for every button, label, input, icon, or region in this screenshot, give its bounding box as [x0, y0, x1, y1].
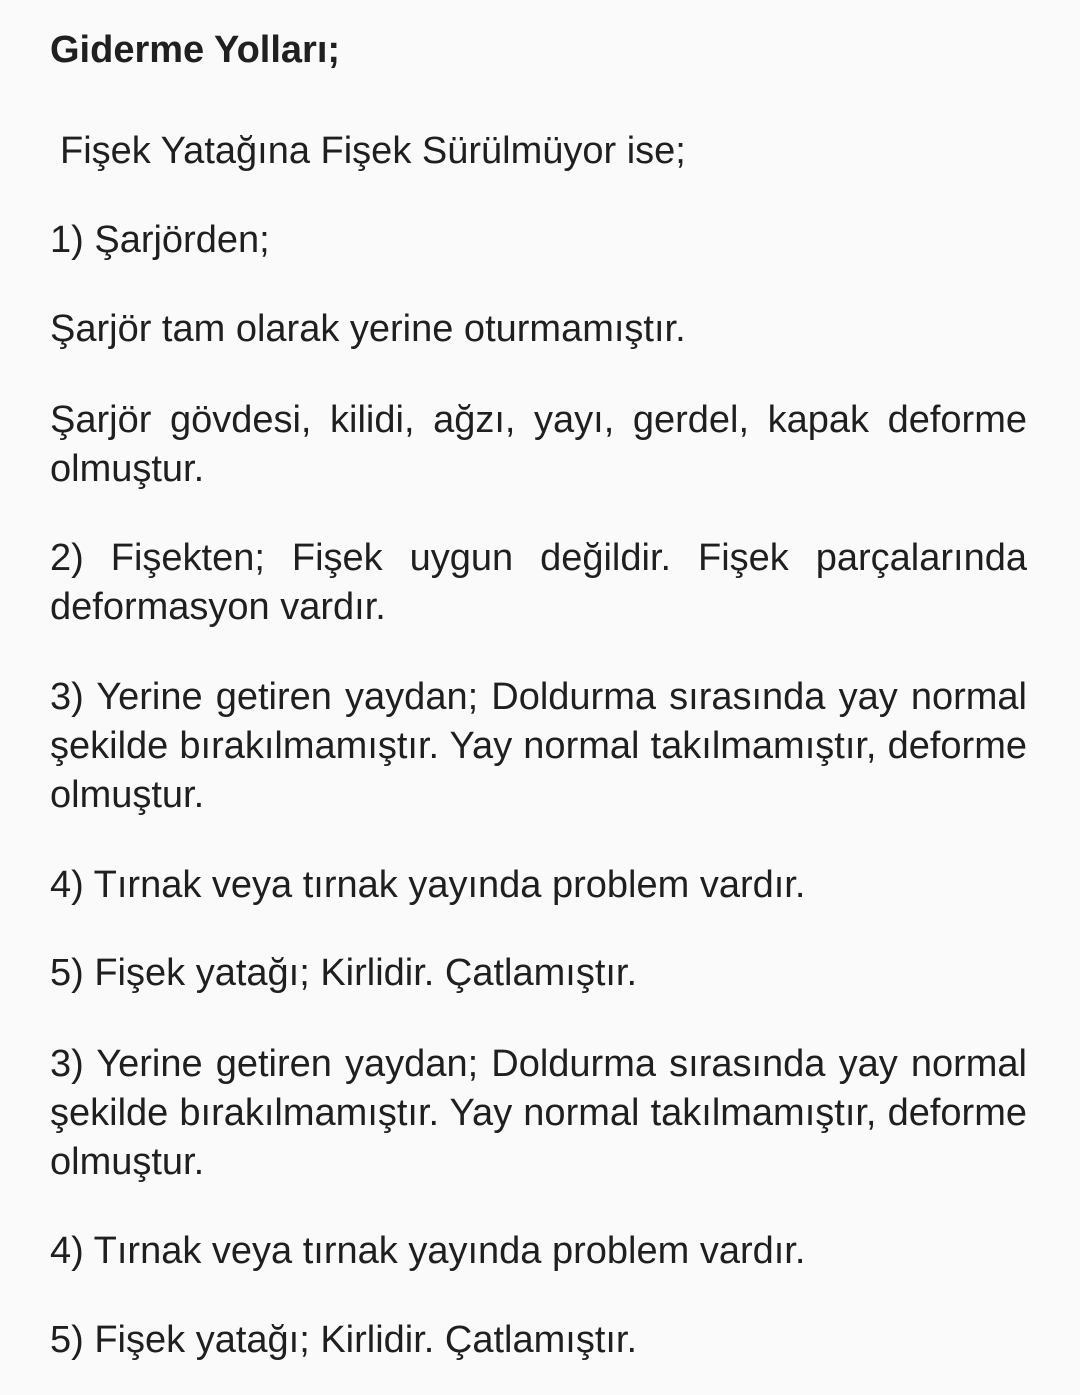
paragraph: 4) Tırnak veya tırnak yayında problem vardır.	[50, 864, 806, 906]
paragraph: 3) Yerine getiren yaydan; Doldurma sırasında yay normal şekilde bırakılmamıştır. Yay normal takılmamıştır, deforme olmuştur.	[50, 676, 1027, 816]
paragraph: 2) Fişekten; Fişek uygun değildir. Fişek parçalarında deformasyon vardır.	[50, 537, 1027, 628]
paragraph: Şarjör gövdesi, kilidi, ağzı, yayı, gerdel, kapak deforme olmuştur.	[50, 399, 1027, 490]
document-heading: Giderme Yolları;	[50, 29, 341, 71]
paragraph: Şarjör tam olarak yerine oturmamıştır.	[50, 308, 686, 350]
paragraph: 5) Fişek yatağı; Kirlidir. Çatlamıştır.	[50, 1319, 638, 1361]
paragraph: 4) Tırnak veya tırnak yayında problem vardır.	[50, 1230, 806, 1272]
paragraph: 5) Fişek yatağı; Kirlidir. Çatlamıştır.	[50, 952, 638, 994]
paragraph: 1) Şarjörden;	[50, 219, 270, 261]
paragraph: 3) Yerine getiren yaydan; Doldurma sırasında yay normal şekilde bırakılmamıştır. Yay normal takılmamıştır, deforme olmuştur.	[50, 1043, 1027, 1183]
document-subheading: Fişek Yatağına Fişek Sürülmüyor ise;	[60, 130, 686, 172]
